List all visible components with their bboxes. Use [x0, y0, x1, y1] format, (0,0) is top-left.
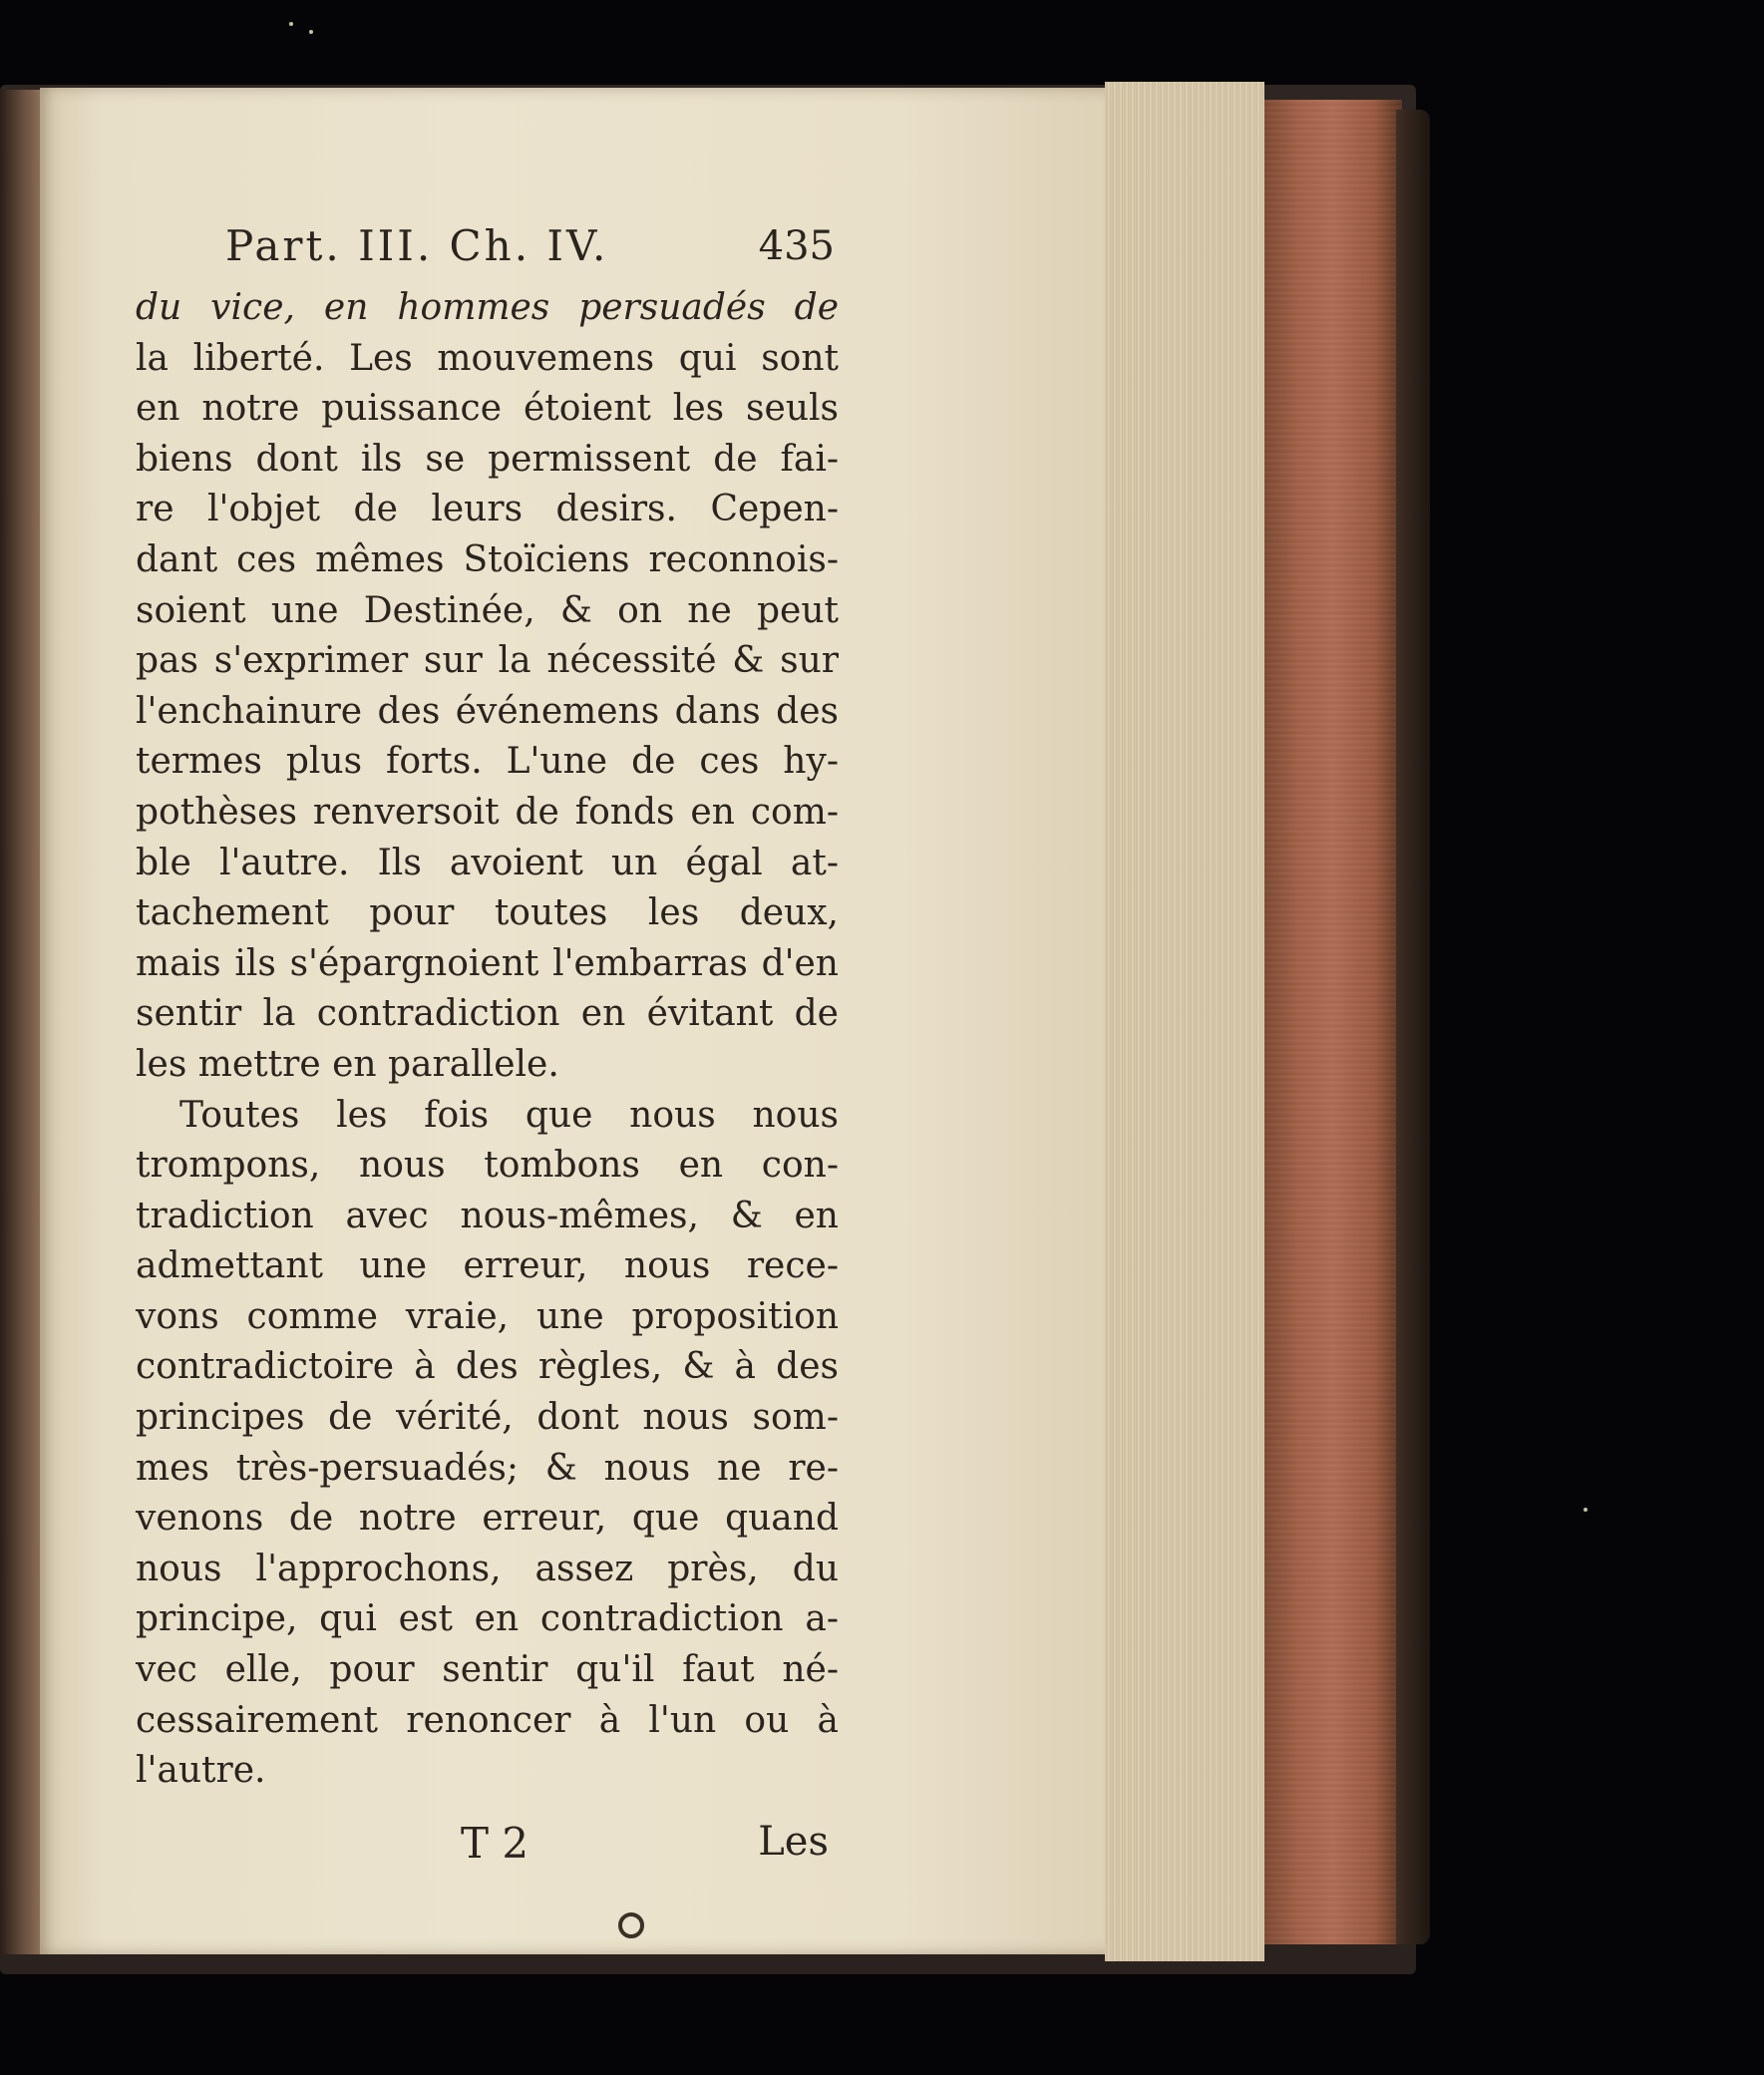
text-block — [136, 221, 839, 1887]
text-line: vec elle, pour sentir qu'il faut né- — [136, 1649, 839, 1691]
text-line: ble l'autre. Ils avoient un égal at- — [136, 842, 839, 883]
text-line: principes de vérité, dont nous som- — [136, 1397, 839, 1439]
text-line: principe, qui est en contradiction a- — [136, 1598, 839, 1640]
text-line: du vice, en hommes persuadés de — [136, 287, 839, 328]
book-cover-edge — [1396, 110, 1430, 1944]
dust-speck — [1584, 1508, 1588, 1512]
text-line: la liberté. Les mouvemens qui sont — [136, 337, 839, 379]
ring-mark-icon — [618, 1912, 644, 1938]
text-line: vons comme vraie, une proposition — [136, 1295, 839, 1337]
text-line: l'autre. — [136, 1750, 266, 1792]
signature-mark: T 2 — [461, 1818, 529, 1868]
dust-speck — [289, 22, 293, 26]
page-number: 435 — [758, 223, 835, 269]
text-line: pothèses renversoit de fonds en com- — [136, 791, 839, 833]
page-footer — [136, 1807, 839, 1887]
text-line: en notre puissance étoient les seuls — [136, 388, 839, 430]
text-line: les mettre en parallele. — [136, 1043, 559, 1085]
text-line: tachement pour toutes les deux, — [136, 892, 839, 934]
text-line: tradiction avec nous-mêmes, & en — [136, 1195, 839, 1236]
text-line: admettant une erreur, nous rece- — [136, 1245, 839, 1287]
text-line: mes très-persuadés; & nous ne re- — [136, 1447, 839, 1489]
text-line: re l'objet de leurs desirs. Cepen- — [136, 489, 839, 530]
page-fore-edge — [1105, 82, 1264, 1961]
text-line: l'enchainure des événemens dans des — [136, 690, 839, 732]
text-line: mais ils s'épargnoient l'embarras d'en — [136, 942, 839, 984]
catchword: Les — [758, 1818, 829, 1865]
dust-speck — [309, 30, 313, 34]
text-line: venons de notre erreur, que quand — [136, 1498, 839, 1540]
text-line: soient une Destinée, & on ne peut — [136, 589, 839, 631]
text-line: Toutes les fois que nous nous — [179, 1094, 839, 1136]
left-page-edge — [0, 90, 40, 1954]
running-head — [136, 221, 839, 283]
red-sprinkled-edge — [1264, 100, 1402, 1944]
text-line: biens dont ils se permissent de fai- — [136, 438, 839, 480]
running-head-title: Part. III. Ch. IV. — [225, 221, 609, 270]
text-line: sentir la contradiction en évitant de — [136, 993, 839, 1035]
text-line: dant ces mêmes Stoïciens reconnois- — [136, 538, 839, 580]
text-line: pas s'exprimer sur la nécessité & sur — [136, 640, 839, 682]
text-line: cessairement renoncer à l'un ou à — [136, 1699, 839, 1741]
text-line: contradictoire à des règles, & à des — [136, 1346, 839, 1388]
text-line: trompons, nous tombons en con- — [136, 1145, 839, 1187]
text-line: termes plus forts. L'une de ces hy- — [136, 741, 839, 783]
text-line: nous l'approchons, assez près, du — [136, 1548, 839, 1589]
